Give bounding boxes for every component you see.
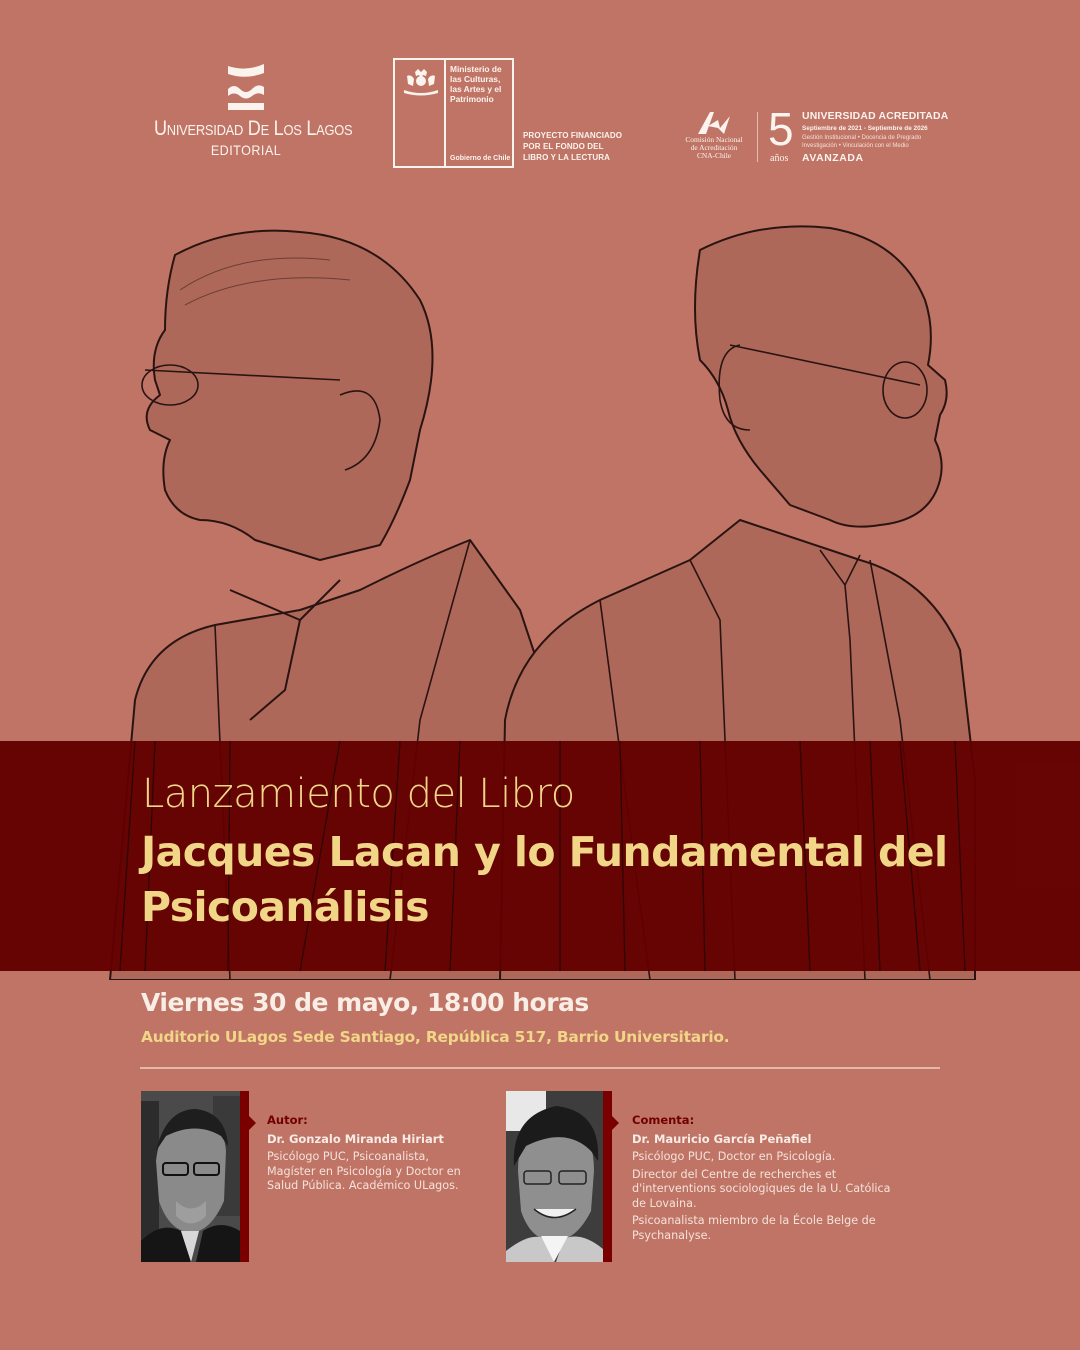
- event-date: Viernes 30 de mayo, 18:00 horas: [141, 988, 589, 1017]
- pointer-arrow-icon: [249, 1116, 256, 1130]
- accreditation-title: UNIVERSIDAD ACREDITADA: [802, 111, 949, 122]
- photo-accent-bar: [240, 1091, 249, 1262]
- title-banner: [0, 741, 1080, 971]
- event-location: Auditorio ULagos Sede Santiago, República 517, Barrio Universitario.: [141, 1028, 730, 1046]
- accreditation-dates: Septiembre de 2021 - Septiembre de 2026: [802, 125, 928, 132]
- cna-mark-icon: [694, 110, 734, 136]
- commentator-name: Dr. Mauricio García Peñafiel: [632, 1132, 812, 1146]
- accreditation-years: 5: [768, 103, 794, 155]
- commentator-bio-2: Director del Centre de recherches et d'interventions sociologiques de la U. Católica de Lovaina.: [632, 1167, 891, 1210]
- accreditation-areas: Gestión Institucional • Docencia de Pregrado Investigación • Vinculación con el Medio: [802, 135, 922, 149]
- proyecto-financiado-text: PROYECTO FINANCIADO POR EL FONDO DEL LIBRO Y LA LECTURA: [523, 131, 623, 162]
- chile-coat-of-arms-icon: [401, 66, 441, 98]
- commentator-photo: [506, 1091, 603, 1262]
- ministerio-name: Ministerio de las Culturas, las Artes y el Patrimonio: [450, 64, 502, 104]
- commentator-bio-1: Psicólogo PUC, Doctor en Psicología.: [632, 1150, 836, 1163]
- section-divider: [140, 1067, 940, 1069]
- author-photo: [141, 1091, 240, 1262]
- commentator-info: [632, 1113, 902, 1244]
- cna-chile-logo: Comisión Nacional de Acreditación CNA-Chile: [678, 110, 750, 160]
- author-role: Autor:: [267, 1113, 308, 1127]
- ministerio-culturas-logo: [393, 58, 514, 168]
- accreditation-divider: [757, 112, 758, 162]
- ulagos-name: Universidad De Los Lagos: [153, 117, 353, 140]
- commentator-role: Comenta:: [632, 1113, 695, 1127]
- ulagos-editorial-logo: [139, 62, 353, 158]
- accreditation-level: AVANZADA: [802, 153, 864, 164]
- author-info: [267, 1113, 477, 1194]
- photo-accent-bar: [603, 1091, 612, 1262]
- logo-divider: [444, 60, 446, 166]
- ulagos-waves-icon: [226, 62, 266, 112]
- accreditation-years-label: años: [770, 153, 789, 164]
- book-title: Jacques Lacan y lo Fundamental del Psicoanálisis: [141, 828, 948, 931]
- banner-pre-title: Lanzamiento del Libro: [142, 771, 575, 817]
- commentator-bio-3: Psicoanalista miembro de la École Belge de Psychanalyse.: [632, 1214, 876, 1242]
- author-name: Dr. Gonzalo Miranda Hiriart: [267, 1132, 444, 1146]
- author-bio: Psicólogo PUC, Psicoanalista, Magíster en Psicología y Doctor en Salud Pública. Académico ULagos.: [267, 1150, 461, 1193]
- ulagos-subtitle: EDITORIAL: [210, 142, 282, 158]
- pointer-arrow-icon: [612, 1116, 619, 1130]
- gobierno-de-chile-label: Gobierno de Chile: [450, 155, 511, 162]
